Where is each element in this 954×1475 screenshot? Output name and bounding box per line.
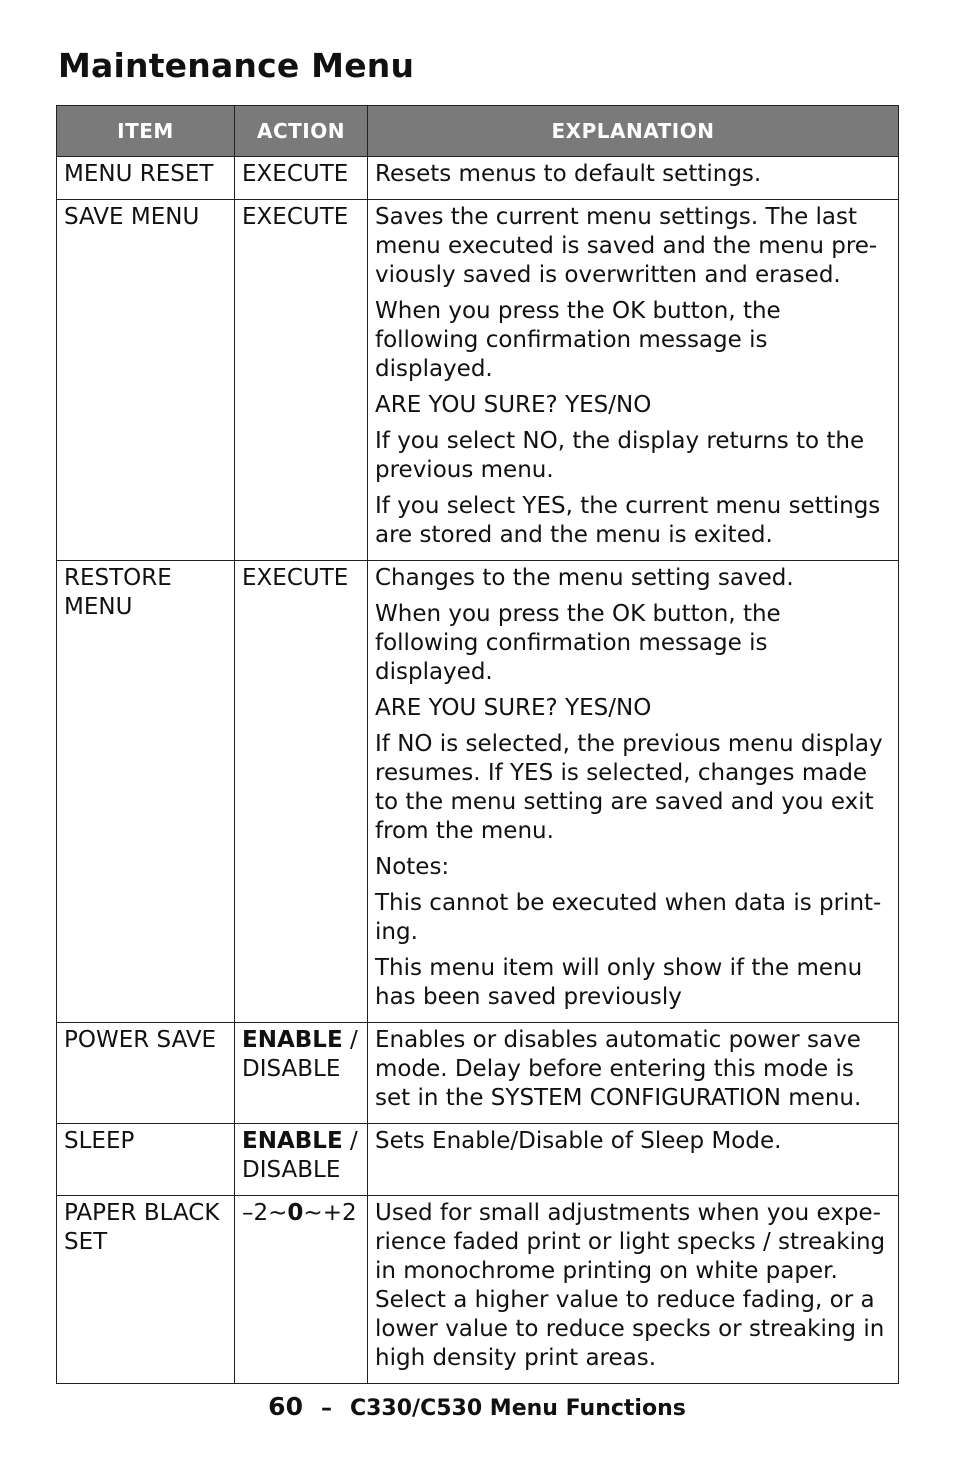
- item-cell: MENU RESET: [57, 157, 235, 200]
- table-row: [57, 200, 899, 561]
- explanation-text: Enables or disables automatic power save mode. Delay before entering this mode is set in the SYSTEM CONFIGURATION menu.: [375, 1027, 862, 1111]
- item-cell: POWER SAVE: [57, 1023, 235, 1124]
- action-cell: [235, 1023, 368, 1124]
- action-options: / DISABLE: [242, 1128, 358, 1183]
- page-number: 60: [268, 1392, 303, 1421]
- maintenance-menu-table: [56, 105, 899, 1384]
- explanation-text: Sets Enable/Disable of Sleep Mode.: [375, 1128, 782, 1154]
- explanation-cell: [368, 157, 899, 200]
- item-cell: SAVE MENU: [57, 200, 235, 561]
- default-value: ENABLE: [242, 1128, 343, 1154]
- explanation-text: When you press the OK button, the following confirmation message is displayed.: [375, 298, 781, 382]
- table-header-row: [57, 106, 899, 157]
- table-row: [57, 1023, 899, 1124]
- explanation-text: Used for small adjustments when you expe-rience faded print or light specks / streaking in monochrome printing on white paper. Select a higher value to reduce fading, or a lower value to reduce specks or streaking in high density print areas.: [375, 1200, 886, 1371]
- explanation-text: Saves the current menu settings. The last menu executed is saved and the menu pre-viously saved is overwritten and erased.: [375, 204, 878, 288]
- explanation-text: This cannot be executed when data is print-ing.: [375, 890, 882, 945]
- explanation-cell: [368, 1196, 899, 1384]
- action-options: / DISABLE: [242, 1027, 358, 1082]
- explanation-text: ARE YOU SURE? YES/NO: [375, 392, 652, 418]
- explanation-text: Notes:: [375, 854, 450, 880]
- item-cell: PAPER BLACK SET: [57, 1196, 235, 1384]
- explanation-text: Resets menus to default settings.: [375, 161, 762, 187]
- explanation-text: This menu item will only show if the menu has been saved previously: [375, 955, 863, 1010]
- table-row: [57, 1196, 899, 1384]
- footer-section-title: C330/C530 Menu Functions: [349, 1396, 686, 1421]
- range-max: ~+2: [303, 1200, 357, 1226]
- column-header-explanation: EXPLANATION: [368, 106, 899, 157]
- table-row: [57, 157, 899, 200]
- item-cell: SLEEP: [57, 1124, 235, 1196]
- column-header-action: ACTION: [235, 106, 368, 157]
- page-footer: [0, 1392, 954, 1421]
- action-cell: EXECUTE: [235, 200, 368, 561]
- action-cell: EXECUTE: [235, 157, 368, 200]
- explanation-text: If you select YES, the current menu settings are stored and the menu is exited.: [375, 493, 881, 548]
- explanation-cell: [368, 561, 899, 1023]
- explanation-text: ARE YOU SURE? YES/NO: [375, 695, 652, 721]
- default-value: 0: [287, 1200, 304, 1226]
- action-cell: [235, 1124, 368, 1196]
- column-header-item: ITEM: [57, 106, 235, 157]
- default-value: ENABLE: [242, 1027, 343, 1053]
- table-row: [57, 1124, 899, 1196]
- action-cell: EXECUTE: [235, 561, 368, 1023]
- explanation-cell: [368, 1023, 899, 1124]
- item-cell: RESTORE MENU: [57, 561, 235, 1023]
- explanation-cell: [368, 1124, 899, 1196]
- page-title: Maintenance Menu: [58, 46, 415, 85]
- action-cell: [235, 1196, 368, 1384]
- explanation-cell: [368, 200, 899, 561]
- explanation-text: If you select NO, the display returns to the previous menu.: [375, 428, 865, 483]
- explanation-text: If NO is selected, the previous menu display resumes. If YES is selected, changes made to the menu setting are saved and you exit from the menu.: [375, 731, 883, 844]
- table-row: [57, 561, 899, 1023]
- footer-separator: –: [320, 1396, 332, 1421]
- explanation-text: Changes to the menu setting saved.: [375, 565, 794, 591]
- explanation-text: When you press the OK button, the following confirmation message is displayed.: [375, 601, 781, 685]
- range-min: –2~: [242, 1200, 288, 1226]
